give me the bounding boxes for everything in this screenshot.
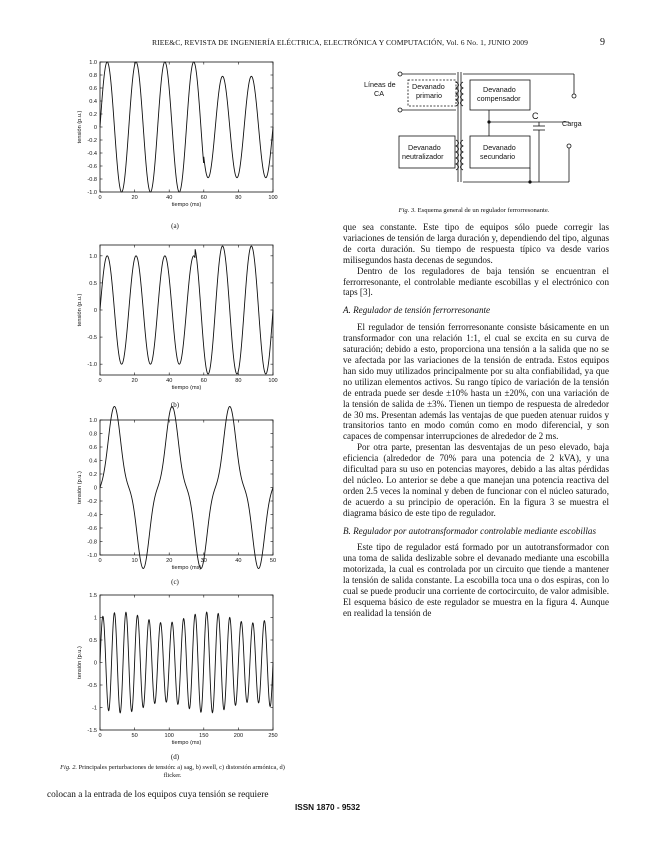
y-tick-label: -0.2 [87,499,97,505]
x-tick-label: 100 [164,733,174,739]
y-tick-label: -0.6 [87,526,97,532]
label-primario-1: Devanado [412,82,445,91]
y-tick-label: 0.6 [89,445,97,451]
paragraph-2: Dentro de los reguladores de baja tensión se encuentran el ferrorresonante, el controlable mediante escobillas y el electrónico con taps [3]. [343,265,609,298]
label-neutralizador-2: neutralizador [402,152,444,161]
x-axis-label: tiempo (ms) [171,385,202,391]
y-axis-label: tensión (p.u.) [77,293,83,327]
label-secundario-1: Devanado [483,143,516,152]
waveform-svg [72,243,277,393]
y-tick-label: 0.2 [89,472,97,478]
x-tick-label: 0 [98,195,102,201]
x-tick-label: 250 [268,733,278,739]
label-compensador-1: Devanado [483,85,516,94]
label-carga: Carga [562,119,582,128]
paragraph-1: que sea constante. Este tipo de equipos sólo puede corregir las variaciones de tensión de larga duración y, dependiendo del tipo, algunas de corta duración. Su tiempo de respuesta típico va desde varios milisegundos hasta decenas de segundos. [343,222,609,265]
y-tick-label: 0.8 [89,73,97,79]
x-tick-label: 50 [131,733,138,739]
label-capacitor: C [532,111,539,121]
waveform-line [100,246,273,374]
chart-flicker [72,593,277,748]
y-tick-label: 0.5 [89,638,97,644]
y-tick-label: 0.4 [89,99,97,105]
x-tick-label: 40 [235,558,242,564]
y-tick-label: 1.0 [89,418,97,424]
x-axis-label: tiempo (ms) [171,565,202,571]
left-column-last-line: colocan a la entrada de los equipos cuya tensión se requiere [47,790,269,800]
x-tick-label: 60 [200,195,207,201]
right-column-text [343,222,609,619]
label-compensador-2: compensador [477,94,521,103]
y-tick-label: -0.8 [87,539,97,546]
x-tick-label: 40 [166,378,173,384]
x-tick-label: 40 [166,195,173,201]
chart-label-b: (b) [170,401,180,409]
y-tick-label: -0.4 [87,151,97,157]
label-lineas-2: CA [374,89,384,98]
y-tick-label: 1 [93,615,97,622]
x-tick-label: 200 [233,733,244,739]
section-heading-a: A. Regulador de tensión ferrorresonante [343,305,491,316]
x-tick-label: 20 [166,558,173,564]
y-tick-label: -1.5 [87,728,97,734]
ferroresonant-schematic [344,64,614,214]
x-tick-label: 0 [98,733,102,739]
waveform-line [100,407,273,569]
chart-label-c: (c) [171,578,179,586]
y-tick-label: -0.5 [87,335,97,342]
y-tick-label: -0.4 [87,512,97,519]
figure-2-text: Principales perturbaciones de tensión: a) sag, b) swell, c) distorsión armónica, d) flicker. [78,764,285,779]
y-tick-label: -0.6 [87,164,97,170]
y-tick-label: 0 [93,660,97,667]
chart-sag [72,60,277,210]
y-tick-label: 1.0 [89,60,97,66]
x-tick-label: 150 [199,733,209,739]
paragraph-4: Por otra parte, presentan las desventajas de un peso elevado, baja eficiencia (alrededor de 70% para una potencia de 2 kVA), y una dificultad para su uso en potencias mayores, debido a las altas pérdidas del núcleo. Lo anterior se debe a que manejan una potencia reactiva del orden 2.5 veces la nominal y deben de funcionar con el núcleo saturado, de acuerdo a su principio de operación. En la figura 3 se muestra el diagrama básico de este tipo de regulador. [343,442,609,518]
y-tick-label: 1.0 [89,253,97,260]
issn: ISSN 1870 - 9532 [294,803,361,812]
paragraph-5: Este tipo de regulador está formado por un autotransformador con una toma de salida deslizable sobre el devanado mediante una escobilla motorizada, la cual es controlada por un circuito que tiende a mantener la tensión de salida constante. La escobilla toca una o dos espiras, con lo cual se puede producir una corriente de cortocircuito, de valor admisible. El esquema básico de este regulador se muestra en la figura 4. Aunque en realidad la tensión de [343,542,609,618]
x-tick-label: 100 [268,195,278,201]
label-primario-2: primario [416,91,442,100]
x-tick-label: 10 [131,558,138,564]
label-neutralizador-1: Devanado [408,143,441,152]
paragraph-3: El regulador de tensión ferrorresonante consiste básicamente en un transformador con una relación 1:1, el cual se excita en su curva de saturación; debido a esto, proporciona una tensión a la salida que no se ve afectada por las variaciones de la tensión de entrada. Estos equipos han sido muy utilizados principalmente por su alta confiabilidad, ya que no utilizan elementos activos. Su rango típico de variación de la tensión de entrada puede ser desde ±10% hasta un ±20%, con una variación de la tensión de salida de ±3%. Tienen un tiempo de respuesta de alrededor de 30 ms. Presentan además las ventajas de que pueden atenuar ruidos y transitorios tanto en modo común como en modo diferencial, y son capaces de compensar interrupciones de alrededor de 2 ms. [343,322,609,442]
y-axis-label: tensión (p.u.) [77,471,83,504]
y-tick-label: -0.5 [87,683,97,689]
chart-harmonic [72,418,277,573]
x-tick-label: 0 [98,378,102,384]
label-secundario-2: secundario [480,152,516,161]
waveform-line [100,62,273,192]
chart-swell [72,243,277,393]
x-tick-label: 30 [200,558,207,564]
section-heading-b: B. Regulador por autotransformador controlable mediante escobillas [343,525,597,536]
y-tick-label: 0.8 [89,431,97,438]
y-tick-label: 0.5 [89,280,97,287]
figure-3-prefix: Fig. 3. [398,207,416,214]
y-tick-label: 0 [93,125,97,131]
waveform-svg [72,593,277,748]
label-lineas-1: Líneas de [364,80,396,89]
y-tick-label: -1.0 [87,362,97,369]
figure-3-diagram [344,64,614,214]
figure-2-prefix: Fig. 2. [60,764,78,771]
chart-label-d: (d) [170,753,180,761]
y-tick-label: 0.4 [89,458,97,465]
x-tick-label: 20 [131,378,138,384]
y-axis-label: tensión (p.u.) [77,110,83,144]
figure-3-text: Esquema general de un regulador ferrorresonante. [417,207,550,214]
y-tick-label: -1.0 [87,190,97,196]
running-header: RIEE&C, REVISTA DE INGENIERÍA ELÉCTRICA, ELECTRÓNICA Y COMPUTACIÓN, Vol. 6 No. 1, JUNIO 2009 [151,38,529,47]
y-tick-label: 0.2 [89,112,97,118]
chart-label-a: (a) [171,222,179,230]
figure-3-caption [344,207,604,214]
x-tick-label: 50 [269,558,277,564]
y-tick-label: 0 [93,308,97,314]
waveform-svg [72,60,277,210]
y-tick-label: -0.2 [87,138,97,144]
x-tick-label: 60 [200,378,207,384]
y-tick-label: 0 [93,485,97,492]
y-tick-label: 1.5 [89,593,97,599]
y-tick-label: -1.0 [87,553,97,559]
y-tick-label: 0.6 [89,86,97,92]
page-number: 9 [600,37,605,48]
x-axis-label: tiempo (ms) [171,202,202,208]
waveform-line [100,612,273,713]
y-tick-label: -0.8 [87,177,97,183]
x-tick-label: 80 [235,195,242,201]
y-axis-label: tensión (p.u.) [77,646,83,679]
x-tick-label: 100 [268,378,278,384]
x-tick-label: 0 [98,558,102,564]
x-tick-label: 80 [235,378,242,384]
x-axis-label: tiempo (ms) [171,740,202,746]
figure-2-caption [55,764,290,780]
y-tick-label: -1 [92,705,97,712]
waveform-svg [72,418,277,573]
x-tick-label: 20 [131,195,138,201]
